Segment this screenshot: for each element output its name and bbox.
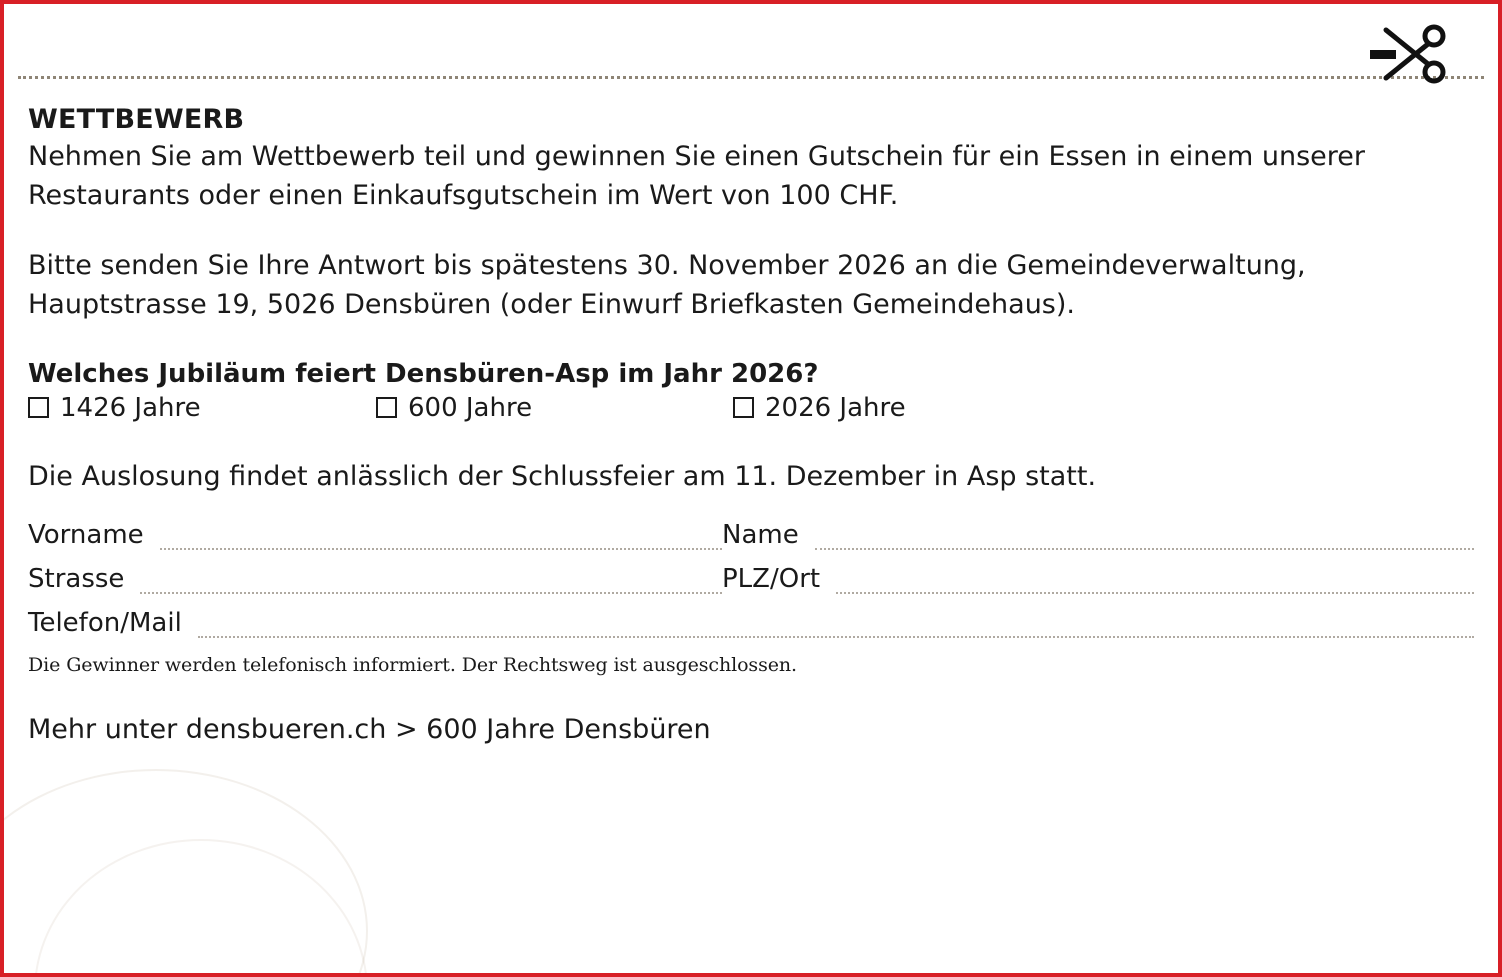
spacer [28,325,1474,359]
quiz-option-label: 1426 Jahre [60,392,201,423]
field-label: PLZ/Ort [722,564,821,595]
name-input[interactable] [815,528,1474,550]
form-row [28,522,1474,550]
field-strasse[interactable] [28,566,722,594]
strasse-input[interactable] [140,572,722,594]
page-title: WETTBEWERB [28,104,245,135]
spacer [28,216,1474,246]
contact-form [28,522,1474,638]
vorname-input[interactable] [160,528,722,550]
quiz-option-label: 2026 Jahre [765,392,906,423]
quiz-option-2[interactable] [376,393,733,423]
field-name[interactable] [722,522,1474,550]
field-plz-ort[interactable] [722,566,1474,594]
checkbox-icon[interactable] [376,397,397,418]
checkbox-icon[interactable] [733,397,754,418]
quiz-options [28,393,1474,423]
field-label: Vorname [28,520,144,551]
field-vorname[interactable] [28,522,722,550]
spacer [28,423,1474,457]
field-label: Telefon/Mail [28,608,182,639]
quiz-option-1[interactable] [28,393,376,423]
quiz-option-3[interactable] [733,393,906,423]
checkbox-icon[interactable] [28,397,49,418]
fineprint-text: Die Gewinner werden telefonisch informiert. Der Rechtsweg ist ausgeschlossen. [28,654,797,677]
decorative-watermark-secondary [34,839,368,977]
telefon-mail-input[interactable] [198,616,1474,638]
cut-line-divider [18,76,1484,79]
intro-paragraph: Nehmen Sie am Wettbewerb teil und gewinnen Sie einen Gutschein für ein Essen in einem unserer Restaurants oder einen Einkaufsgutschein im Wert von 100 CHF. [28,141,1366,212]
field-label: Strasse [28,564,125,595]
quiz-question: Welches Jubiläum feiert Densbüren-Asp im Jahr 2026? [28,358,819,389]
plz-ort-input[interactable] [836,572,1474,594]
field-telefon-mail[interactable] [28,610,1474,638]
submission-paragraph: Bitte senden Sie Ihre Antwort bis spätestens 30. November 2026 an die Gemeindeverwaltung, Hauptstrasse 19, 5026 Densbüren (oder Einwurf Briefkasten Gemeindehaus). [28,249,1306,321]
draw-paragraph: Die Auslosung findet anlässlich der Schlussfeier am 11. Dezember in Asp statt. [28,460,1097,492]
form-row [28,566,1474,594]
field-label: Name [722,520,799,551]
coupon-content [28,104,1474,772]
decorative-watermark [0,769,368,977]
more-info-text: Mehr unter densbueren.ch > 600 Jahre Densbüren [28,714,711,746]
scissors-icon [1364,18,1454,88]
quiz-option-label: 600 Jahre [408,392,533,423]
form-row [28,610,1474,638]
